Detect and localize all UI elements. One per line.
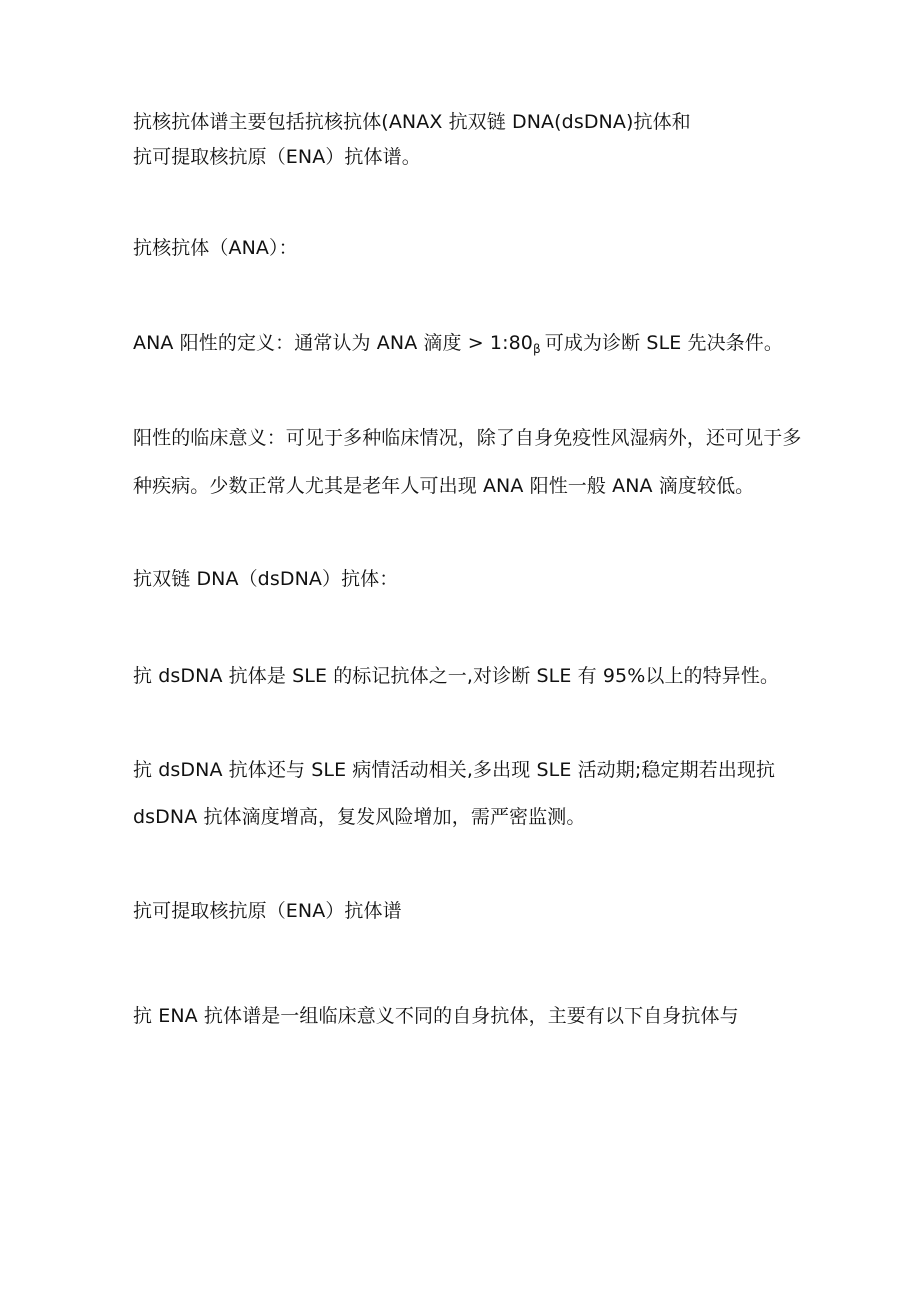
dsdna-marker-paragraph: 抗 dsDNA 抗体是 SLE 的标记抗体之一,对诊断 SLE 有 95%以上的特异性。 [133, 665, 780, 687]
dsdna-activity-line-2: dsDNA 抗体滴度增高，复发风险增加，需严密监测。 [133, 806, 586, 828]
ena-heading: 抗可提取核抗原（ENA）抗体谱 [133, 900, 402, 922]
ana-definition-text-end: 可成为诊断 SLE 先决条件。 [544, 332, 784, 354]
ena-description: 抗 ENA 抗体谱是一组临床意义不同的自身抗体，主要有以下自身抗体与 [133, 1005, 739, 1027]
clinical-significance-line-1: 阳性的临床意义：可见于多种临床情况，除了自身免疫性风湿病外，还可见于多 [133, 427, 802, 449]
intro-line-2: 抗可提取核抗原（ENA）抗体谱。 [133, 146, 421, 168]
dsdna-activity-line-1: 抗 dsDNA 抗体还与 SLE 病情活动相关,多出现 SLE 活动期;稳定期若出现抗 [133, 759, 776, 781]
ana-definition [133, 331, 783, 361]
ana-definition-subscript: β [533, 342, 541, 356]
ana-heading: 抗核抗体（ANA）： [133, 237, 298, 259]
clinical-significance-line-2: 种疾病。少数正常人尤其是老年人可出现 ANA 阳性一般 ANA 滴度较低。 [133, 475, 755, 497]
intro-line-1: 抗核抗体谱主要包括抗核抗体(ANAX 抗双链 DNA(dsDNA)抗体和 [133, 111, 691, 133]
ana-definition-text: ANA 阳性的定义：通常认为 ANA 滴度 > 1:80 [133, 332, 534, 354]
dsdna-heading: 抗双链 DNA（dsDNA）抗体： [133, 568, 399, 590]
